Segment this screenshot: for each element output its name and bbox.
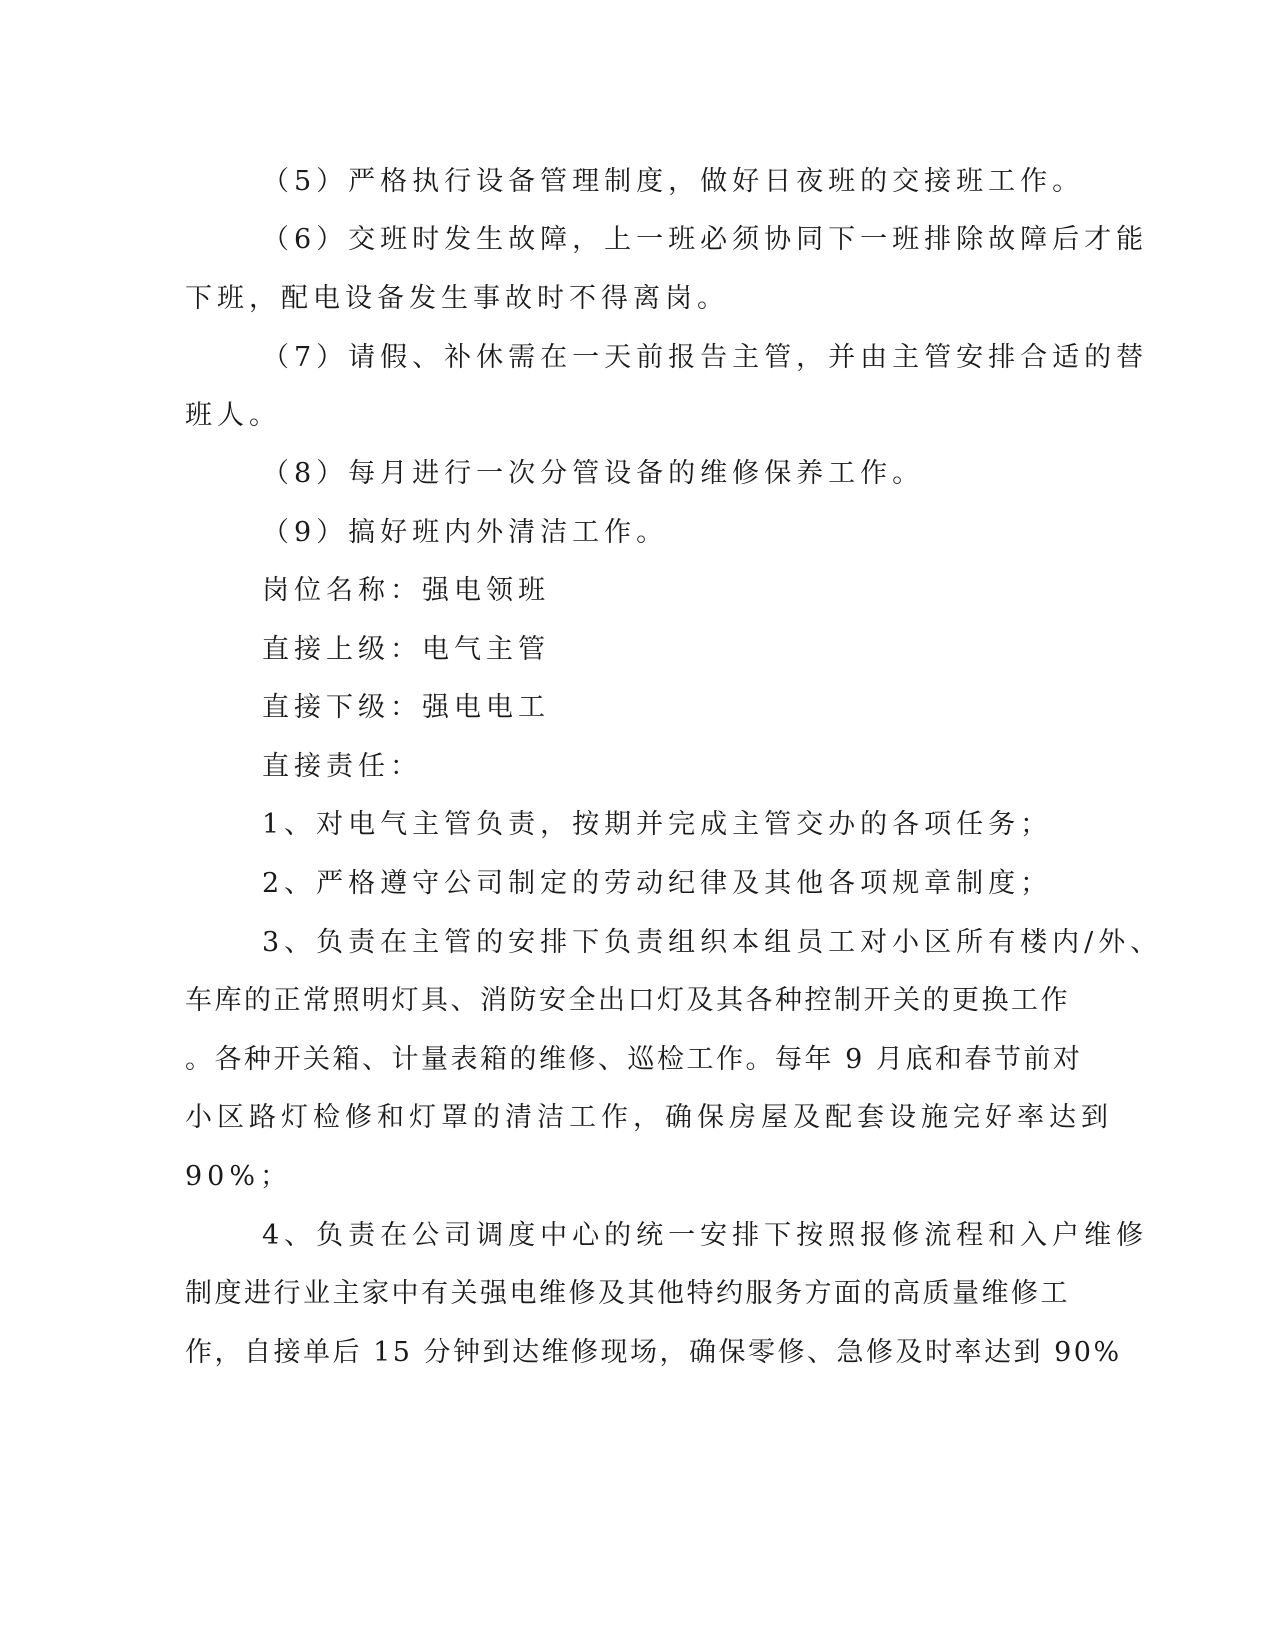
responsibility-3: 3、负责在主管的安排下负责组织本组员工对小区所有楼内/外、 xyxy=(262,927,1163,958)
responsibility-4-cont-1: 制度进行业主家中有关强电维修及其他特约服务方面的高质量维修工 xyxy=(185,1278,1070,1309)
responsibility-4-cont-2: 作，自接单后 15 分钟到达维修现场，确保零修、急修及时率达到 90% xyxy=(185,1337,1122,1368)
direct-superior: 直接上级：电气主管 xyxy=(262,634,550,665)
responsibility-4: 4、负责在公司调度中心的统一安排下按照报修流程和入户维修 xyxy=(262,1220,1149,1251)
paragraph-item-6-cont: 下班，配电设备发生事故时不得离岗。 xyxy=(185,283,729,314)
responsibility-3-cont-2: 。各种开关箱、计量表箱的维修、巡检工作。每年 9 月底和春节前对 xyxy=(185,1044,1083,1075)
direct-responsibility-heading: 直接责任： xyxy=(262,751,422,782)
position-title: 岗位名称：强电领班 xyxy=(262,575,550,606)
responsibility-3-cont-4: 90%； xyxy=(185,1161,293,1192)
responsibility-3-cont-3: 小区路灯检修和灯罩的清洁工作，确保房屋及配套设施完好率达到 xyxy=(185,1102,1113,1133)
responsibility-3-cont-1: 车库的正常照明灯具、消防安全出口灯及其各种控制开关的更换工作 xyxy=(185,985,1070,1016)
paragraph-item-7: （7）请假、补休需在一天前报告主管，并由主管安排合适的替 xyxy=(262,342,1149,373)
paragraph-item-6: （6）交班时发生故障，上一班必须协同下一班排除故障后才能 xyxy=(262,224,1149,255)
paragraph-item-8: （8）每月进行一次分管设备的维修保养工作。 xyxy=(262,458,925,489)
paragraph-item-5: （5）严格执行设备管理制度，做好日夜班的交接班工作。 xyxy=(262,166,1085,197)
responsibility-1: 1、对电气主管负责，按期并完成主管交办的各项任务； xyxy=(262,809,1053,840)
paragraph-item-7-cont: 班人。 xyxy=(185,400,281,431)
direct-subordinate: 直接下级：强电电工 xyxy=(262,692,550,723)
responsibility-2: 2、严格遵守公司制定的劳动纪律及其他各项规章制度； xyxy=(262,868,1053,899)
paragraph-item-9: （9）搞好班内外清洁工作。 xyxy=(262,517,669,548)
